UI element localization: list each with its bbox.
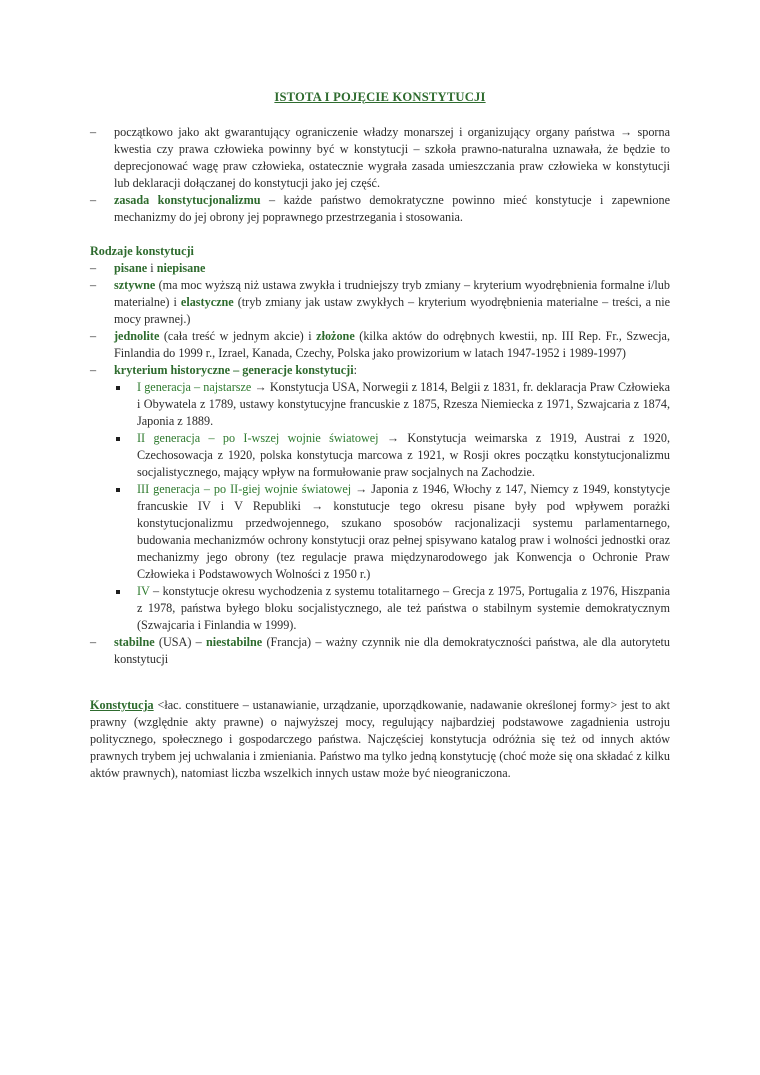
term-jednolite: jednolite [114,329,160,343]
term-elastyczne: elastyczne [180,295,234,309]
intro-list [90,124,670,226]
list-item-text: (Francja) – ważny czynnik nie dla demokratyczności państwa, ale dla autorytetu konstytucji [114,635,671,666]
list-item-text: (tryb zmiany jak ustaw zwykłych – kryterium wyodrębnienia materialne – treści, a nie mocy prawnej.) [114,295,670,326]
list-item [90,328,670,362]
definition-text: <łac. constituere – ustanawianie, urządzanie, uporządkowanie, nadawanie określonej formy> jest to akt prawny (względnie akty prawne) o najwyższej mocy, regulujący najbardziej podstawowe zagadnienia ustroju politycznego, społecznego i gospodarczego państwa. Najczęściej konstytucja odróżnia się też od innych aktów prawnych trybem jej uchwalania i zmieniania. Państwo ma tylko jedną konstytucję (choć może się ona składać z kilku aktów prawnych), natomiast liczba wszelkich innych ustaw może być nieograniczona. [90,698,670,780]
list-item-text: – każde państwo demokratyczne powinno mieć konstytucje i zapewnione mechanizmy do jej obrony jej poprawnego przestrzegania i stosowania. [114,193,671,224]
list-item [90,277,670,328]
generation-item [112,430,670,481]
term-pisane: pisane [114,261,148,275]
list-item [90,634,670,668]
types-section [90,243,670,668]
list-item-text: (USA) – [154,635,206,649]
term-zlozone: złożone [316,329,355,343]
generation-label: IV [137,584,150,598]
conjunction: i [147,261,157,275]
list-item-text: (kilka aktów do odrębnych kwestii, np. III Rep. Fr., Szwecja, Finlandia do 1999 r., Izrael, Kanada, Czechy, Polska jako prowizorium w latach 1947-1952 i 1989-1997) [114,329,670,360]
page-title: ISTOTA I POJĘCIE KONSTYTUCJI [274,90,486,104]
list-item [90,192,670,226]
generation-text: → Konstytucja weimarska z 1919, Austrai z 1920, Czechosowacja z 1920, polska konstytucja marcowa z 1921, w Rosji okres początku konstytucjonalizmu socjalistycznego, mający wpływ na formułowanie praw socjalnych na Zachodzie. [137,431,671,479]
dash-marker: – [90,193,97,207]
generation-text: → Konstytucja USA, Norwegii z 1814, Belgii z 1831, fr. deklaracja Praw Człowieka i Obywatela z 1789, ustawy konstytucyjne francuskie z 1875, Rzesza Niemiecka z 1971, Szwajcaria z 1874, Japonia z 1889. [137,380,670,428]
list-item [90,260,670,277]
generation-label: II generacja – po I-wszej wojnie światowej [137,431,379,445]
term-sztywne: sztywne [114,278,156,292]
dash-marker: – [90,329,97,343]
section-heading: Rodzaje konstytucji [90,244,194,258]
term-stabilne: stabilne [114,635,155,649]
list-item-text: (cała treść w jednym akcie) i [159,329,317,343]
list-item-text: (ma moc wyższą niż ustawa zwykła i trudniejszy tryb zmiany – kryterium wyodrębnienia formalne i/lub materialne) i [114,278,670,309]
dash-marker: – [90,635,97,649]
dash-marker: – [90,363,97,377]
generation-text: → Japonia z 1946, Włochy z 147, Niemcy z 1949, konstytycje francuskie IV i V Republiki → konstutucje tego okresu pisane były pod wpływem porażki konstytucjonalizmu przedwojennego, szukano sposobów racjonalizacji systemu parlamentarnego, budowania mechanizmów ochrony konstytucji oraz pełnej spisywano katalog praw i wolności jednostki oraz mechanizmy jego obrony (tez regulacje prawa międzynarodowego jak Konwencja o Ochronie Praw Człowieka i Podstawowych Wolności z 1950 r.) [137,482,670,581]
list-item [90,124,670,192]
term-niestabilne: niestabilne [205,635,263,649]
bullet-marker [116,590,120,594]
list-item-text: początkowo jako akt gwarantujący ograniczenie władzy monarszej i organizujący organy państwa → sporna kwestia czy prawa człowieka powinny być w konstytucji – szkoła prawno-naturalna uznawała, że będzie to deprecjonować wagę praw człowieka, ostatecznie wygrała zasada umieszczania praw człowieka w konstytucji lub deklaracji dołączanej do konstytucji jako jej część. [114,125,670,190]
dash-marker: – [90,261,97,275]
term-konstytucja: Konstytucja [90,698,154,712]
suffix: : [353,363,358,377]
bullet-marker [116,386,120,390]
term-kryterium-historyczne: kryterium historyczne – generacje konstytucji [114,363,354,377]
generation-item [112,379,670,430]
bullet-marker [116,437,120,441]
generation-label: I generacja – najstarsze [137,380,252,394]
definition-paragraph [90,697,670,782]
dash-marker: – [90,278,97,292]
term-zasada-konstytucjonalizmu: zasada konstytucjonalizmu [114,193,261,207]
term-niepisane: niepisane [156,261,206,275]
generation-item [112,583,670,634]
bullet-marker [116,488,120,492]
generation-label: III generacja – po II-giej wojnie światowej [137,482,352,496]
generation-item [112,481,670,583]
dash-marker: – [90,125,97,139]
list-item [90,362,670,379]
generation-text: – konstytucje okresu wychodzenia z systemu totalitarnego – Grecja z 1975, Portugalia z 1976, Hiszpania z 1978, państwa byłego bloku socjalistycznego, ale też państwa o stabilnym systemie demokratycznym (Szwajcaria i Finlandia w 1999). [137,584,670,632]
